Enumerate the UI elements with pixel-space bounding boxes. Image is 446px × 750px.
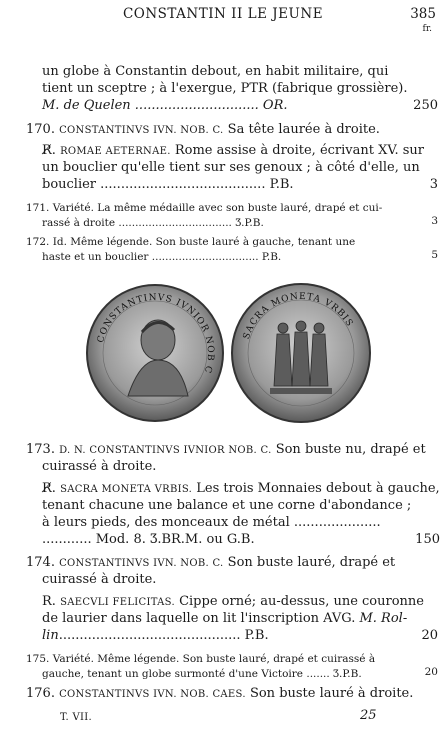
legend: CONSTANTINVS IVN. NOB. CAES.	[59, 689, 246, 700]
text-line	[42, 628, 410, 644]
text-line: rassé à droite .................................. Ʒ.P.B.	[42, 217, 264, 229]
legend: D. N. CONSTANTINVS IVNIOR NOB. C.	[59, 445, 272, 456]
text-line: M. de Quelen .............................. OR.	[42, 98, 288, 113]
price: 150	[415, 532, 440, 547]
text-line: haste et un bouclier ................................ P.B.	[42, 251, 282, 263]
obverse-coin	[87, 285, 223, 421]
page-number: 385	[410, 6, 436, 22]
text-line: un bouclier qu'elle tient sur ses genoux ; à côté d'elle, un	[42, 160, 420, 175]
entry-172: 172. Id. Même légende. Son buste lauré à gauche, tenant une	[26, 236, 356, 248]
text-line: tenant chacune une balance et une corne d'abondance ;	[42, 498, 412, 513]
reverse-desc: Cippe orné; au-dessus, une couronne	[179, 594, 424, 609]
collector-name: M. Rol-	[359, 611, 408, 626]
text-line: bouclier ........................................ P.B.	[42, 177, 294, 192]
entry-170	[26, 122, 410, 139]
entry-175: 175. Variété. Même légende. Son buste lauré, drapé et cuirassé à	[26, 653, 376, 665]
price: 5	[431, 249, 438, 261]
price: 3	[431, 215, 438, 227]
text-line: tient un sceptre ; à l'exergue, PTR (fabrique grossière).	[42, 81, 408, 96]
description: Son buste lauré, drapé et	[227, 555, 396, 570]
entry-176	[26, 686, 414, 703]
entry-number: 174.	[26, 555, 55, 570]
text-line: à leurs pieds, des monceaux de métal .....................	[42, 515, 381, 530]
legend: CONSTANTINVS IVN. NOB. C.	[59, 125, 224, 136]
text-line: cuirassé à droite.	[42, 459, 157, 474]
reverse-legend: SACRA MONETA VRBIS	[241, 291, 355, 341]
reverse-mark: R̸.	[42, 143, 56, 158]
coin-illustration	[80, 278, 400, 428]
printer-signature: 25	[360, 708, 377, 723]
entry-171: 171. Variété. La même médaille avec son buste lauré, drapé et cui-	[26, 202, 383, 214]
reverse-desc: Les trois Monnaies debout à gauche,	[196, 481, 440, 496]
reverse-line	[42, 594, 424, 611]
reverse-line	[42, 481, 440, 498]
running-title: CONSTANTIN II LE JEUNE	[122, 6, 324, 22]
text-span: ............................................ P.B.	[58, 628, 269, 643]
text-line: un globe à Constantin debout, en habit militaire, qui	[42, 64, 389, 79]
entry-number: 173.	[26, 442, 55, 457]
obverse-legend: CONSTANTINVS IVNIOR NOB C	[96, 292, 216, 375]
reverse-mark: R.	[42, 594, 56, 609]
price: 250	[413, 98, 438, 113]
reverse-legend: SAECVLI FELICITAS.	[60, 597, 175, 608]
text-span: de laurier dans laquelle on lit l'inscription AVG.	[42, 611, 356, 626]
price: 3	[429, 177, 438, 192]
price: 20	[421, 628, 438, 643]
description: Son buste nu, drapé et	[275, 442, 426, 457]
entry-174	[26, 555, 410, 572]
reverse-legend: SACRA MONETA VRBIS.	[60, 484, 193, 495]
text-line: cuirassé à droite.	[42, 572, 157, 587]
price: 20	[424, 666, 438, 678]
currency-abbrev: fr.	[422, 24, 432, 34]
reverse-mark: R̸.	[42, 481, 56, 496]
text-line: ............ Mod. 8. Ʒ.BR.M. ou G.B.	[42, 532, 255, 547]
volume-signature: T. VII.	[60, 712, 92, 723]
reverse-desc: Rome assise à droite, écrivant XV. sur	[174, 143, 425, 158]
entry-173	[26, 442, 426, 459]
text-line	[42, 611, 410, 627]
text-line: gauche, tenant un globe surmonté d'une Victoire ....... Ʒ.P.B.	[42, 668, 362, 680]
description: Sa tête laurée à droite.	[227, 122, 380, 137]
reverse-line	[42, 143, 425, 160]
collector-name: lin	[42, 628, 59, 643]
entry-number: 170.	[26, 122, 55, 137]
reverse-legend: ROMAE AETERNAE.	[60, 146, 171, 157]
legend: CONSTANTINVS IVN. NOB. C.	[59, 558, 224, 569]
reverse-coin	[232, 284, 370, 422]
entry-number: 176.	[26, 686, 55, 701]
description: Son buste lauré à droite.	[249, 686, 414, 701]
